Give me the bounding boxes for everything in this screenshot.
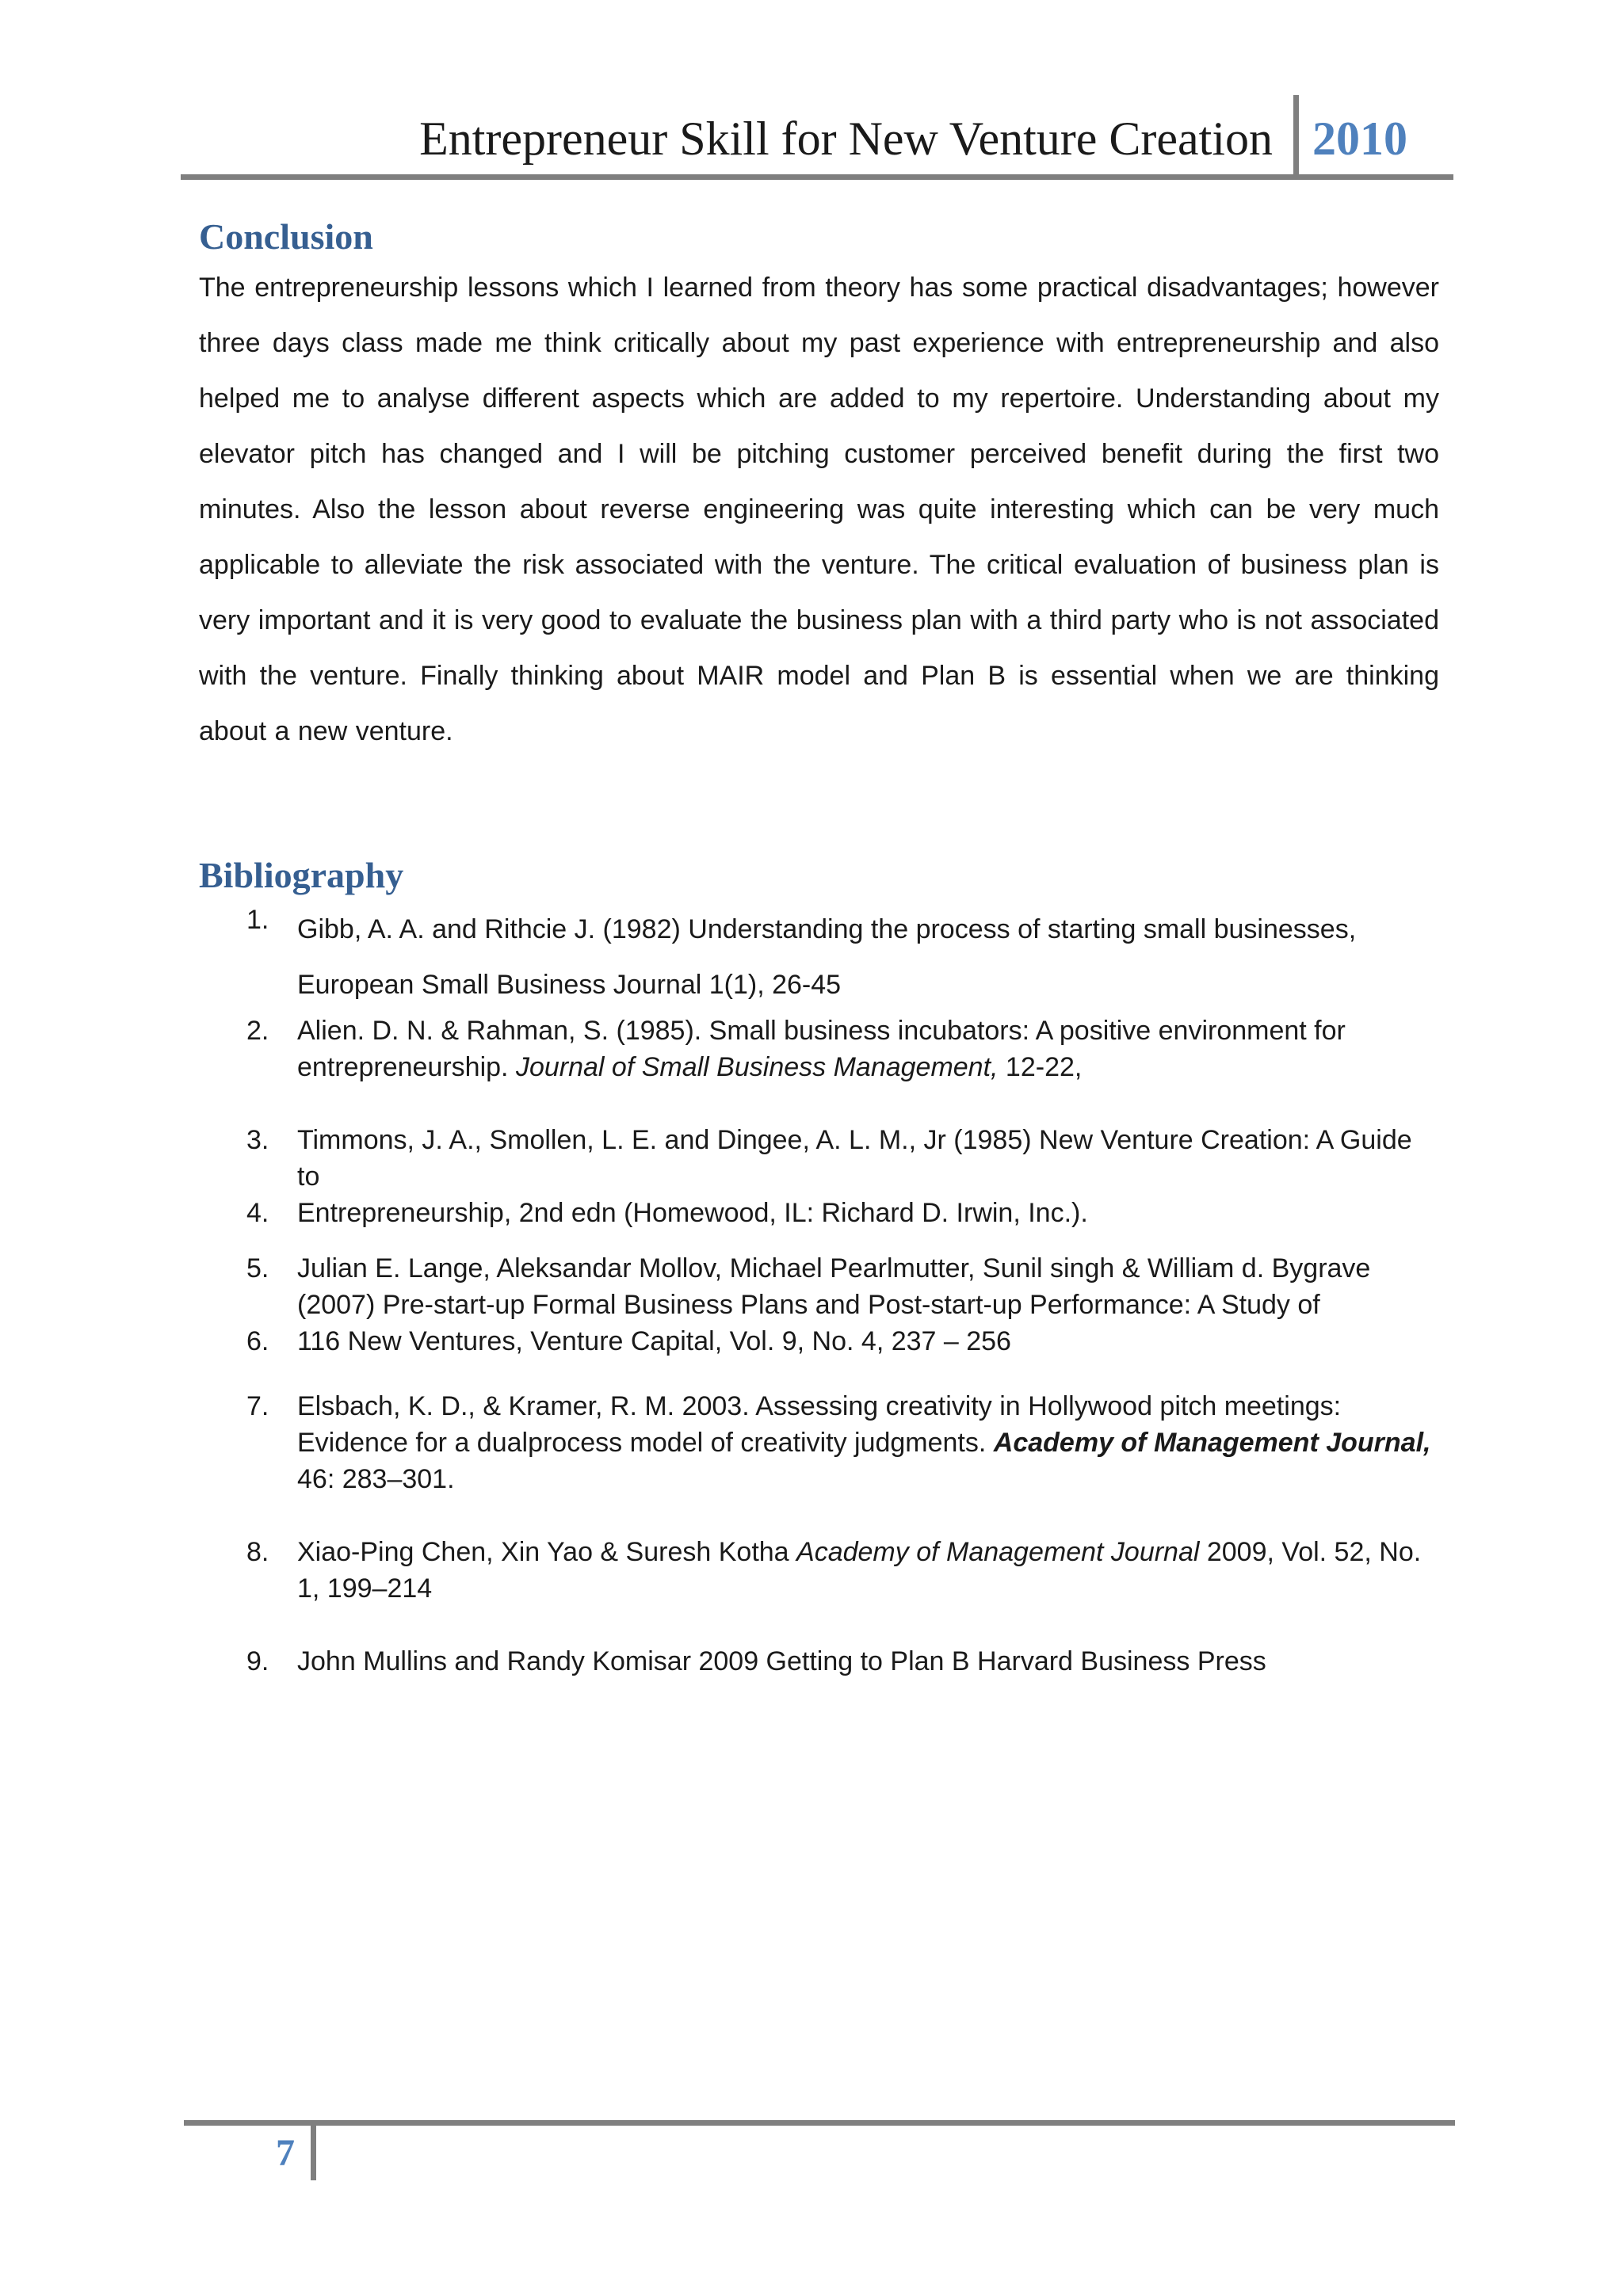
bibliography-text: Timmons, J. A., Smollen, L. E. and Dingee, A. L. M., Jr (1985) New Venture Creation: A Guide to — [297, 1125, 1412, 1192]
page-content — [199, 214, 1439, 1680]
bibliography-number: 1. — [246, 905, 269, 935]
bibliography-text: Elsbach, K. D., & Kramer, R. M. 2003. Assessing creativity in Hollywood pitch meetings: Evidence for a dualprocess model of creativity judgments. — [297, 1391, 1342, 1458]
bibliography-text: 116 New Ventures, Venture Capital, Vol. 9, No. 4, 237 – 256 — [297, 1326, 1011, 1356]
journal-title: Journal of Small Business Management, — [515, 1052, 999, 1082]
header-year: 2010 — [1312, 113, 1407, 165]
bibliography-number: 7. — [246, 1391, 269, 1421]
bibliography-number: 8. — [246, 1537, 269, 1567]
bibliography-text: Alien. D. N. & Rahman, S. (1985). Small business incubators: A positive environment for entrepreneurship. — [297, 1016, 1346, 1082]
footer-rule — [184, 2120, 1455, 2126]
bibliography-text: Xiao-Ping Chen, Xin Yao & Suresh Kotha — [297, 1537, 797, 1567]
bibliography-item — [199, 1013, 1439, 1085]
bibliography-text-end: 2009, Vol. 52, No. 1, 199–214 — [297, 1537, 1422, 1604]
bibliography-number: 4. — [246, 1198, 269, 1228]
bibliography-number: 9. — [246, 1646, 269, 1676]
conclusion-paragraph: The entrepreneurship lessons which I learned from theory has some practical disadvantages; however three days class made me think critically about my past experience with entrepreneurship and also helped me to analyse different aspects which are added to my repertoire. Understanding about my elevator pitch has changed and I will be pitching customer perceived benefit during the first two minutes. Also the lesson about reverse engineering was quite interesting which can be very much applicable to alleviate the risk associated with the venture. The critical evaluation of business plan is very important and it is very good to evaluate the business plan with a third party who is not associated with the venture. Finally thinking about MAIR model and Plan B is essential when we are thinking about a new venture. — [199, 273, 1439, 746]
bibliography-item — [199, 1643, 1439, 1680]
bibliography-heading: Bibliography — [199, 855, 404, 895]
bibliography-item — [199, 1250, 1439, 1323]
bibliography-list — [199, 902, 1439, 1680]
journal-title: Academy of Management Journal, — [993, 1428, 1431, 1458]
header-divider — [1293, 95, 1299, 174]
bibliography-text: Julian E. Lange, Aleksandar Mollov, Michael Pearlmutter, Sunil singh & William d. Bygrave (2007) Pre-start-up Formal Business Plans and Post-start-up Performance: A Study of — [297, 1253, 1371, 1320]
bibliography-text-continued: European Small Business Journal 1(1), 26-45 — [297, 970, 842, 1000]
bibliography-item — [199, 1323, 1439, 1360]
bibliography-item — [199, 1122, 1439, 1195]
bibliography-item — [199, 1534, 1439, 1607]
bibliography-number: 6. — [246, 1326, 269, 1356]
page-number: 7 — [276, 2132, 295, 2174]
bibliography-item — [199, 1195, 1439, 1231]
page-header — [181, 95, 1453, 177]
bibliography-text: Gibb, A. A. and Rithcie J. (1982) Understanding the process of starting small businesses, — [297, 914, 1357, 944]
bibliography-text: Entrepreneurship, 2nd edn (Homewood, IL: Richard D. Irwin, Inc.). — [297, 1198, 1088, 1228]
bibliography-text: John Mullins and Randy Komisar 2009 Getting to Plan B Harvard Business Press — [297, 1646, 1266, 1676]
header-rule — [181, 174, 1453, 180]
bibliography-text-end: 12-22, — [998, 1052, 1083, 1082]
conclusion-heading: Conclusion — [199, 216, 373, 257]
footer-divider — [311, 2120, 316, 2180]
journal-title: Academy of Management Journal — [796, 1537, 1200, 1567]
header-title: Entrepreneur Skill for New Venture Creation — [419, 113, 1273, 165]
bibliography-text-end: 46: 283–301. — [297, 1464, 455, 1494]
bibliography-number: 3. — [246, 1125, 269, 1155]
bibliography-number: 5. — [246, 1253, 269, 1283]
bibliography-item — [199, 902, 1439, 1013]
bibliography-item — [199, 1388, 1439, 1497]
bibliography-number: 2. — [246, 1016, 269, 1046]
